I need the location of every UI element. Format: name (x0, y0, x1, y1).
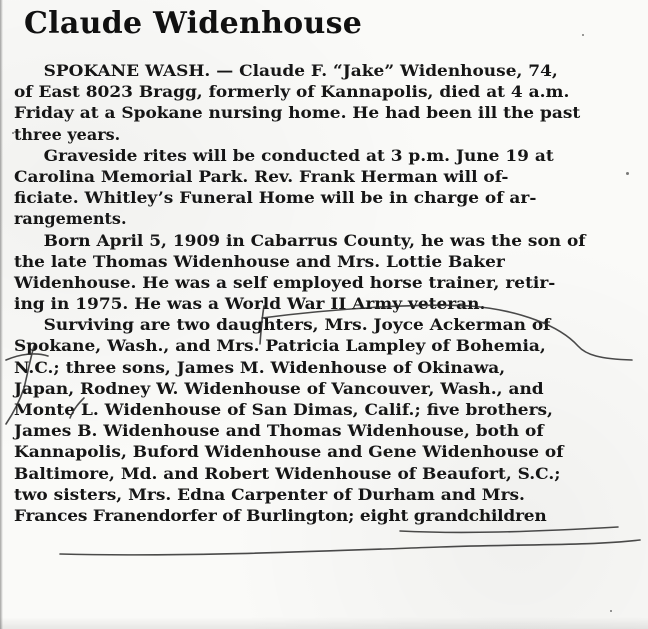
clipping-bottom-edge (0, 617, 648, 629)
ink-speck (626, 172, 629, 175)
obituary-line: three years. (14, 124, 121, 144)
obituary-line: Kannapolis, Buford Widenhouse and Gene Widenhouse of (14, 442, 564, 462)
obituary-line: Carolina Memorial Park. Rev. Frank Herman will of- (14, 166, 509, 186)
obituary-line: Monte L. Widenhouse of San Dimas, Calif.; five brothers, (14, 400, 553, 419)
pen-underline-gene (400, 527, 618, 532)
ink-speck (582, 34, 584, 36)
obituary-line: Born April 5, 1909 in Cabarrus County, he was the son of (43, 230, 586, 250)
obituary-headline: Claude Widenhouse (24, 6, 363, 41)
obituary-line: two sisters, Mrs. Edna Carpenter of Durham and Mrs. (14, 484, 525, 504)
obituary-line: ficiate. Whitley’s Funeral Home will be in charge of ar- (14, 188, 537, 208)
clipping-left-edge (0, 0, 3, 629)
ink-speck (12, 132, 14, 134)
obituary-line: Spokane, Wash., and Mrs. Patricia Lampley of Bohemia, (14, 336, 546, 356)
obituary-line: Frances Franendorfer of Burlington; eight grandchildren (14, 505, 547, 525)
obituary-line: Surviving are two daughters, Mrs. Joyce Ackerman of (43, 315, 551, 335)
obituary-line: the late Thomas Widenhouse and Mrs. Lottie Baker (14, 251, 505, 271)
obituary-line: Japan, Rodney W. Widenhouse of Vancouver, Wash., and (14, 378, 544, 398)
obituary-line: N.C.; three sons, James M. Widenhouse of Okinawa, (14, 357, 506, 377)
obituary-line: ing in 1975. He was a World War II Army veteran. (14, 294, 486, 314)
pen-underline-baltimore (60, 540, 640, 555)
obituary-body (14, 60, 636, 526)
ink-speck (610, 610, 612, 612)
obituary-line: Friday at a Spokane nursing home. He had been ill the past (14, 103, 581, 123)
obituary-line: of East 8023 Bragg, formerly of Kannapolis, died at 4 a.m. (14, 82, 570, 102)
obituary-line: SPOKANE WASH. — Claude F. “Jake” Widenhouse, 74, (43, 61, 558, 80)
obituary-line: Widenhouse. He was a self employed horse trainer, retir- (14, 272, 556, 292)
obituary-line: James B. Widenhouse and Thomas Widenhouse, both of (14, 421, 544, 441)
obituary-line: rangements. (14, 209, 127, 229)
obituary-line: Baltimore, Md. and Robert Widenhouse of Beaufort, S.C.; (14, 463, 561, 483)
obituary-line: Graveside rites will be conducted at 3 p.m. June 19 at (43, 145, 554, 165)
